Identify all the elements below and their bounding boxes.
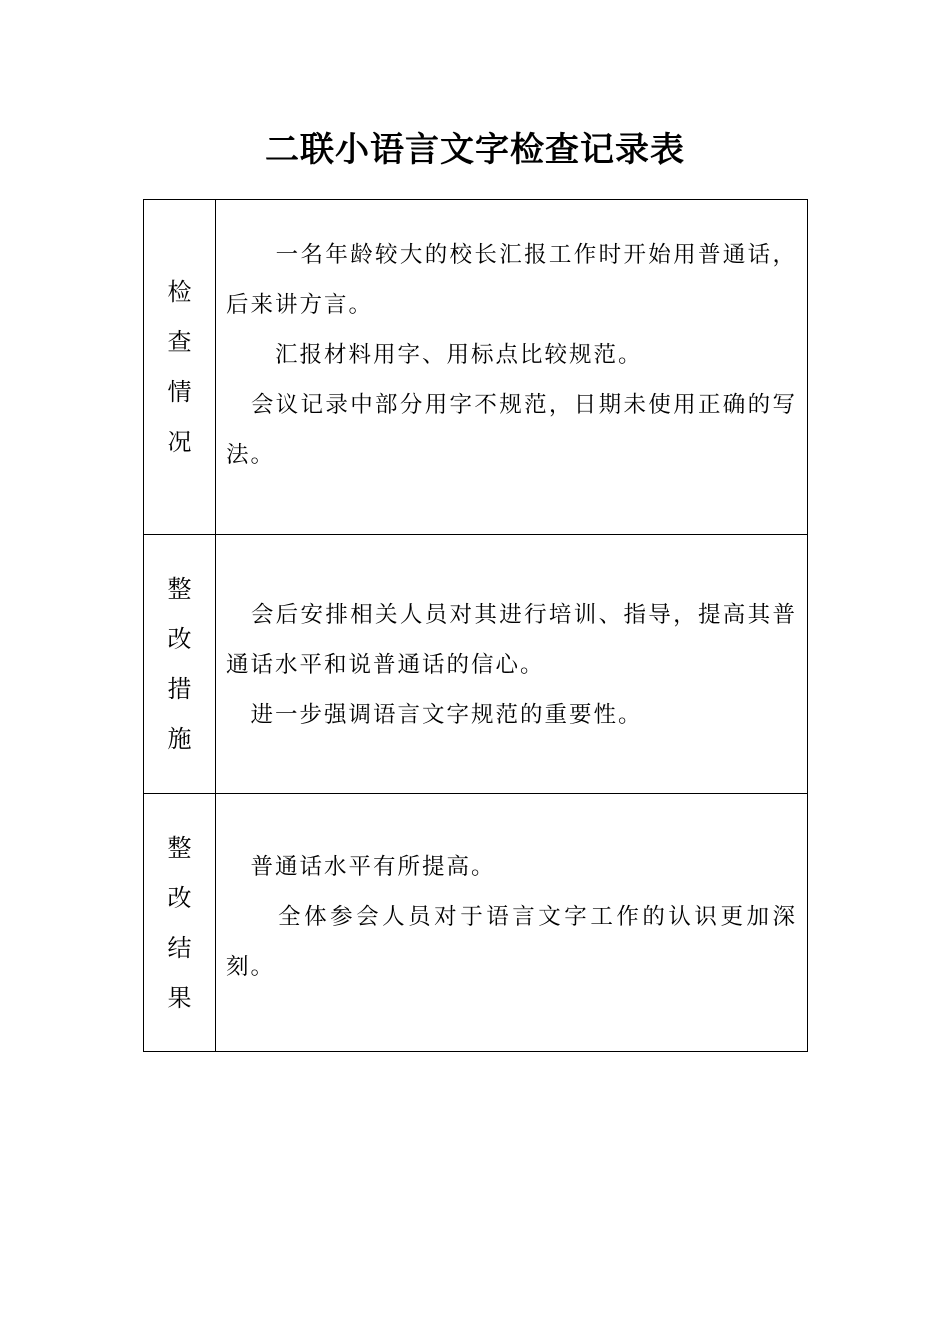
inspection-paragraph-2: 汇报材料用字、用标点比较规范。 (226, 342, 643, 368)
row-content-cell (216, 535, 808, 794)
row-label-cell (144, 535, 216, 794)
row-content-cell (216, 794, 808, 1052)
row-label-cell (144, 200, 216, 535)
results-paragraph-2: 全体参会人员对于语言文字工作的认识更加深刻。 (226, 904, 797, 980)
results-paragraph-1: 普通话水平有所提高。 (226, 854, 496, 880)
row-label-measures: 整改措施 (167, 575, 192, 753)
measures-paragraph-2: 进一步强调语言文字规范的重要性。 (226, 702, 643, 728)
table-row-measures (144, 535, 808, 794)
row-label-results: 整改结果 (167, 833, 192, 1012)
row-label-cell (144, 794, 216, 1052)
table-row-inspection (144, 200, 808, 535)
row-content-cell (216, 200, 808, 535)
document-title: 二联小语言文字检查记录表 (265, 130, 685, 170)
inspection-paragraph-1: 一名年龄较大的校长汇报工作时开始用普通话，后来讲方言。 (226, 242, 797, 318)
row-label-inspection: 检查情况 (167, 278, 192, 456)
record-table (143, 199, 808, 1052)
measures-paragraph-1: 会后安排相关人员对其进行培训、指导，提高其普通话水平和说普通话的信心。 (226, 602, 797, 678)
inspection-paragraph-3: 会议记录中部分用字不规范，日期未使用正确的写法。 (226, 392, 797, 468)
table-row-results (144, 794, 808, 1052)
